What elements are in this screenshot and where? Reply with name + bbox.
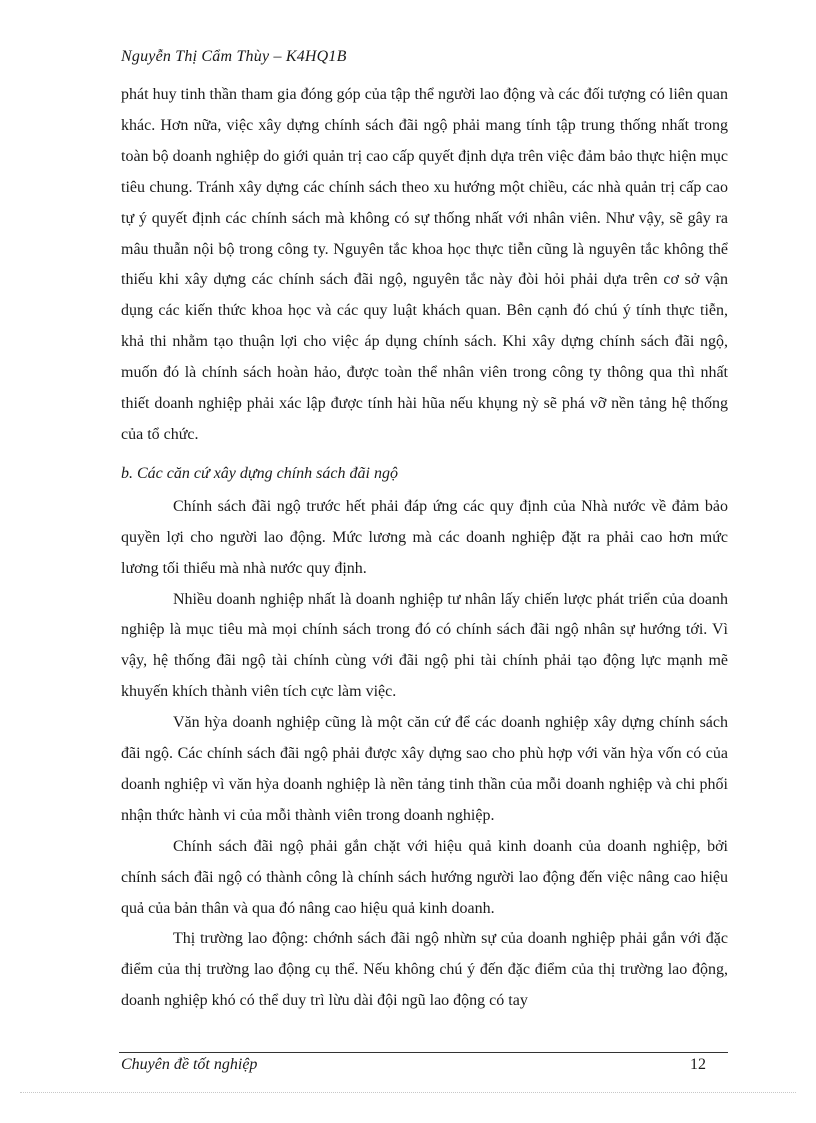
paragraph: Văn hỳa doanh nghiệp cũng là một căn cứ để các doanh nghiệp xây dựng chính sách đãi ngộ. Các chính sách đãi ngộ phải được xây dựng sao cho phù hợp với văn hỳa vốn có của doanh nghiệp vì văn hỳa doanh nghiệp là nền tảng tinh thần của mỗi doanh nghiệp và chi phối nhận thức hành vi của mỗi thành viên trong doanh nghiệp. xyxy=(121,714,728,824)
paragraph: Chính sách đãi ngộ trước hết phải đáp ứng các quy định của Nhà nước về đảm bảo quyền lợi cho người lao động. Mức lương mà các doanh nghiệp đặt ra phải cao hơn mức lương tối thiểu mà nhà nước quy định. xyxy=(121,497,728,577)
page-number: 12 xyxy=(690,1056,706,1073)
page-header-author: Nguyễn Thị Cẩm Thùy – K4HQ1B xyxy=(121,48,347,65)
paragraph: Thị trường lao động: chớnh sách đãi ngộ nhừn sự của doanh nghiệp phải gắn với đặc điểm của thị trường lao động cụ thể. Nếu không chú ý đến đặc điểm của thị trường lao động, doanh nghiệp khó có thể duy trì lừu dài đội ngũ lao động có tay xyxy=(121,930,728,1010)
document-body xyxy=(121,80,728,1017)
footer-title: Chuyên đề tốt nghiệp xyxy=(121,1056,258,1073)
paragraph-continued: phát huy tinh thần tham gia đóng góp của tập thể người lao động và các đối tượng có liên quan khác. Hơn nữa, việc xây dựng chính sách đãi ngộ phải mang tính tập trung thống nhất trong toàn bộ doanh nghiệp do giới quản trị cao cấp quyết định dựa trên việc đảm bảo thực hiện mục tiêu chung. Tránh xây dựng các chính sách theo xu hướng một chiều, các nhà quản trị cấp cao tự ý quyết định các chính sách mà không có sự thống nhất với nhân viên. Như vậy, sẽ gây ra mâu thuẫn nội bộ trong công ty. Nguyên tắc khoa học thực tiễn cũng là nguyên tắc không thể thiếu khi xây dựng các chính sách đãi ngộ, nguyên tắc này đòi hỏi phải dựa trên cơ sở vận dụng các kiến thức khoa học và các quy luật khách quan. Bên cạnh đó chú ý tính thực tiễn, khả thi nhằm tạo thuận lợi cho việc áp dụng chính sách. Khi xây dựng chính sách đãi ngộ, muốn đó là chính sách hoàn hảo, được toàn thể nhân viên trong công ty thông qua thì nhất thiết doanh nghiệp phải xác lập được tính hài hũa nếu khụng nỳ sẽ phá vỡ nền tảng hệ thống của tổ chức. xyxy=(121,86,728,443)
page-bottom-border xyxy=(20,1092,796,1093)
footer-divider xyxy=(119,1052,728,1053)
section-heading: b. Các căn cứ xây dựng chính sách đãi ngộ xyxy=(121,464,398,482)
paragraph: Nhiều doanh nghiệp nhất là doanh nghiệp tư nhân lấy chiến lược phát triển của doanh nghiệp là mục tiêu mà mọi chính sách trong đó có chính sách đãi ngộ nhân sự hướng tới. Vì vậy, hệ thống đãi ngộ tài chính cùng với đãi ngộ phi tài chính phải tạo động lực mạnh mẽ khuyến khích thành viên tích cực làm việc. xyxy=(121,590,728,701)
paragraph: Chính sách đãi ngộ phải gắn chặt với hiệu quả kinh doanh của doanh nghiệp, bởi chính sách đãi ngộ có thành công là chính sách hướng người lao động đến việc nâng cao hiệu quả của bản thân và qua đó nâng cao hiệu quả kinh doanh. xyxy=(121,837,728,917)
